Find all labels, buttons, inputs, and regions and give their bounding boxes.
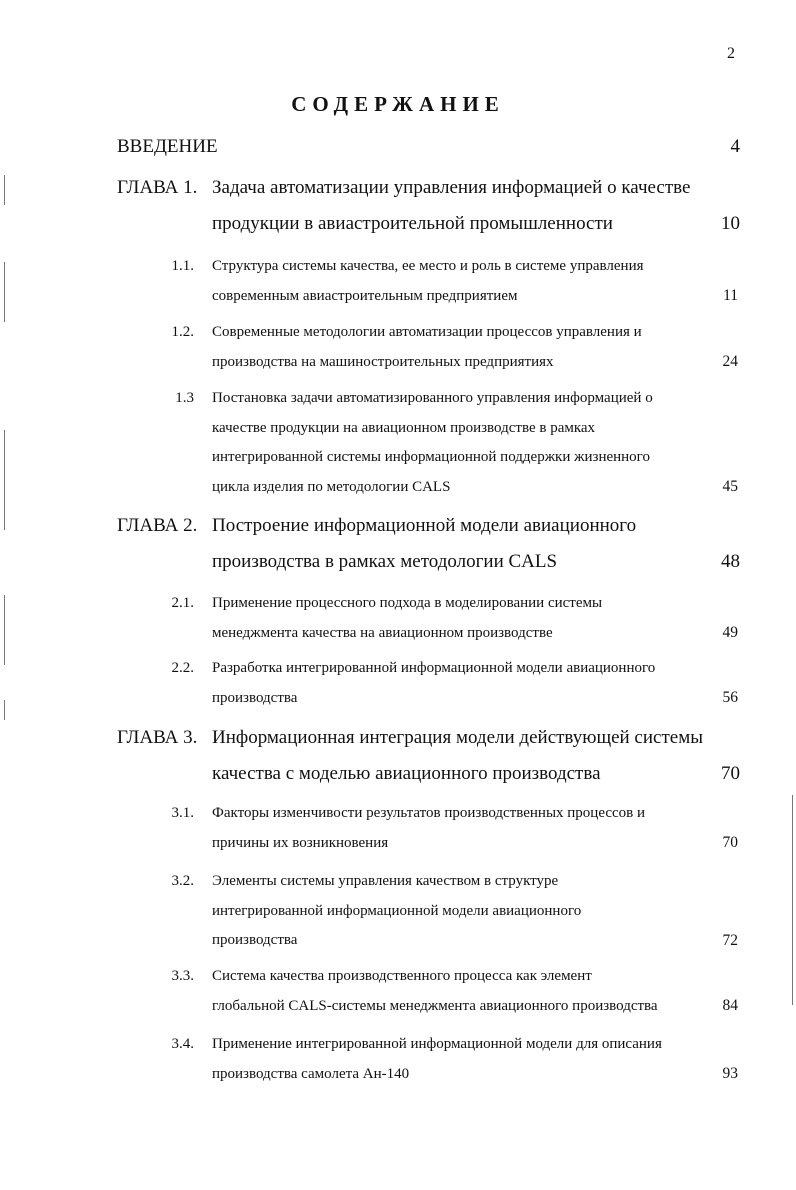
- section-page: 45: [722, 478, 738, 495]
- section-page: 93: [722, 1065, 738, 1082]
- section-title-line: Элементы системы управления качеством в структуре: [212, 873, 559, 889]
- chapter-title-line: Построение информационной модели авиационного: [212, 515, 637, 536]
- section-number: 3.1.: [171, 805, 194, 821]
- scan-mark-left-2: [4, 262, 5, 322]
- section-title-line: производства самолета Ан-140: [212, 1065, 410, 1082]
- section-title: [212, 654, 707, 713]
- section-title-line: Структура системы качества, ее место и роль в системе управления: [212, 258, 644, 274]
- section-title-line: производства на машиностроительных предприятиях: [212, 353, 554, 370]
- page-number: 2: [727, 45, 735, 62]
- chapter-title-line: производства в рамках методологии CALS: [212, 551, 558, 572]
- section-title-line: Система качества производственного процесса как элемент: [212, 968, 592, 984]
- section-title-line: интегрированной системы информационной поддержки жизненного: [212, 449, 650, 465]
- chapter-title-line: качества с моделью авиационного производства: [212, 763, 601, 784]
- scan-mark-left-5: [4, 700, 5, 720]
- section-title-line: причины их возникновения: [212, 834, 389, 851]
- section-number: 1.3: [175, 390, 194, 406]
- chapter-title-line: Задача автоматизации управления информацией о качестве: [212, 177, 691, 198]
- intro-page: 4: [730, 136, 740, 157]
- section-title-line: Применение процессного подхода в моделировании системы: [212, 595, 603, 611]
- chapter-page: 10: [721, 213, 740, 234]
- chapter-label: ГЛАВА 1.: [117, 177, 198, 198]
- chapter-title-line: продукции в авиастроительной промышленности: [212, 213, 613, 234]
- chapter-title-line: Информационная интеграция модели действующей системы: [212, 727, 703, 748]
- section-page: 72: [722, 932, 738, 949]
- section-title: [212, 318, 707, 377]
- section-page: 24: [722, 353, 738, 370]
- scan-mark-left-1: [4, 175, 5, 205]
- section-title-line: Факторы изменчивости результатов производственных процессов и: [212, 805, 646, 821]
- section-number: 3.3.: [171, 968, 194, 984]
- section-title-line: Постановка задачи автоматизированного управления информацией о: [212, 390, 653, 406]
- section-title-line: цикла изделия по методологии CALS: [212, 478, 451, 495]
- section-title: [212, 867, 707, 956]
- chapter-label: ГЛАВА 3.: [117, 727, 198, 748]
- chapter-page: 70: [721, 763, 740, 784]
- section-title: [212, 384, 707, 502]
- section-title-line: качестве продукции на авиационном производстве в рамках: [212, 419, 596, 436]
- chapter-title: [212, 508, 707, 580]
- section-page: 70: [722, 834, 738, 851]
- section-page: 84: [722, 997, 738, 1014]
- section-title: [212, 799, 707, 858]
- intro-label: ВВЕДЕНИЕ: [117, 136, 218, 157]
- section-title-line: Современные методологии автоматизации процессов управления и: [212, 324, 642, 340]
- section-title: [212, 1030, 707, 1089]
- section-title-line: глобальной CALS-системы менеджмента авиационного производства: [212, 997, 658, 1014]
- section-title-line: производства: [212, 689, 298, 706]
- scan-mark-left-4: [4, 595, 5, 665]
- section-title-line: современным авиастроительным предприятием: [212, 287, 518, 304]
- section-title-line: производства: [212, 932, 298, 948]
- section-title-line: менеджмента качества на авиационном производстве: [212, 624, 553, 641]
- scan-mark-left-3: [4, 430, 5, 530]
- section-number: 2.1.: [171, 595, 194, 611]
- section-title-line: Применение интегрированной информационной модели для описания: [212, 1036, 662, 1052]
- chapter-title: [212, 170, 707, 242]
- section-page: 56: [722, 689, 738, 706]
- section-title: [212, 589, 707, 648]
- section-title: [212, 252, 707, 311]
- chapter-page: 48: [721, 551, 740, 572]
- chapter-label: ГЛАВА 2.: [117, 515, 198, 536]
- section-title-line: интегрированной информационной модели авиационного: [212, 902, 582, 919]
- section-number: 3.2.: [171, 873, 194, 889]
- section-number: 3.4.: [171, 1036, 194, 1052]
- section-page: 11: [723, 287, 738, 304]
- chapter-title: [212, 720, 707, 792]
- section-title-line: Разработка интегрированной информационной модели авиационного: [212, 660, 656, 676]
- section-title: [212, 962, 707, 1021]
- section-page: 49: [722, 624, 738, 641]
- toc-title: СОДЕРЖАНИЕ: [291, 92, 505, 116]
- section-number: 1.1.: [171, 258, 194, 274]
- scan-mark-right-1: [792, 795, 793, 1005]
- section-number: 2.2.: [171, 660, 194, 676]
- section-number: 1.2.: [171, 324, 194, 340]
